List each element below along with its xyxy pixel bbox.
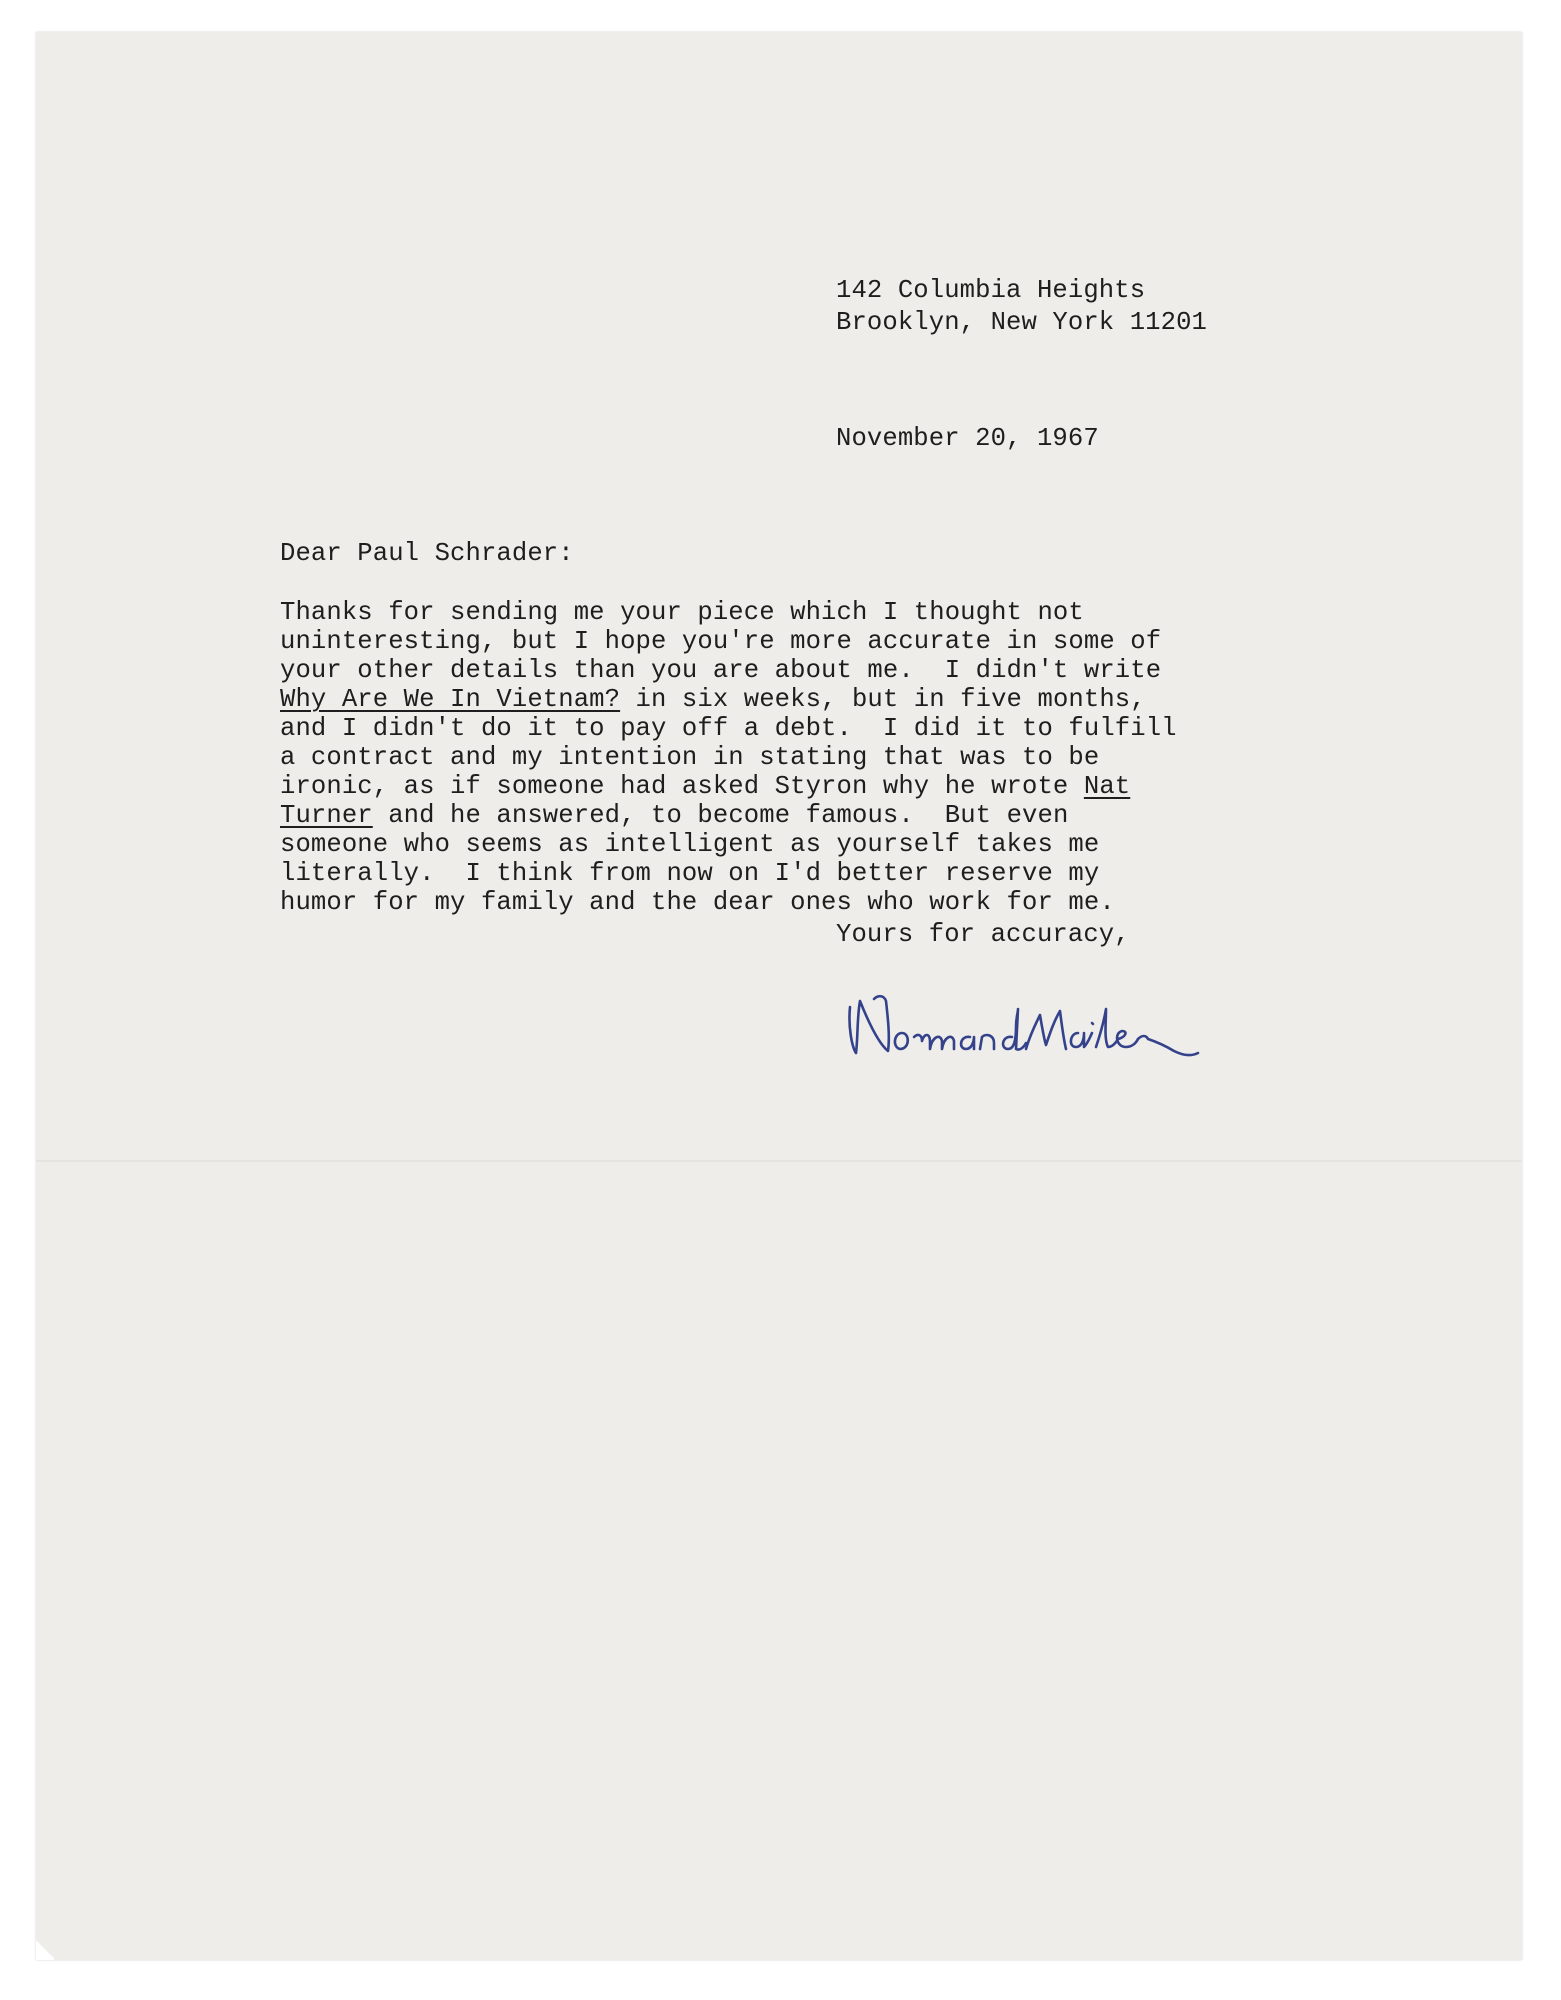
sender-address [836,275,1207,339]
body-line: a contract and my intention in stating that was to be [280,743,1100,772]
body-line: literally. I think from now on I'd better reserve my [280,859,1100,888]
body-line: and I didn't do it to pay off a debt. I did it to fulfill [280,714,1177,743]
letter-body [280,598,1177,917]
body-line: Thanks for sending me your piece which I thought not [280,598,1084,627]
book-title-nat-turner-part2: Turner [280,801,373,830]
handwritten-signature [844,987,1204,1072]
book-title-nat-turner-part1: Nat [1083,772,1131,801]
body-line: ironic, as if someone had asked Styron why he wrote Nat [280,772,1131,801]
body-line: Why Are We In Vietnam? in six weeks, but in five months, [280,685,1146,714]
closing: Yours for accuracy, [836,920,1130,949]
signature-ink [844,987,1204,1072]
address-street: 142 Columbia Heights [836,276,1146,305]
body-line: Turner and he answered, to become famous. But even [280,801,1069,830]
salutation: Dear Paul Schrader: [280,539,574,568]
book-title-vietnam: Why Are We In Vietnam? [280,685,621,714]
letter-page [36,32,1522,1960]
body-line: someone who seems as intelligent as yourself takes me [280,830,1100,859]
body-line: your other details than you are about me. I didn't write [280,656,1162,685]
body-line: humor for my family and the dear ones who work for me. [280,888,1115,917]
letter-date: November 20, 1967 [836,424,1099,453]
body-line: uninteresting, but I hope you're more accurate in some of [280,627,1162,656]
address-city: Brooklyn, New York 11201 [836,308,1208,337]
